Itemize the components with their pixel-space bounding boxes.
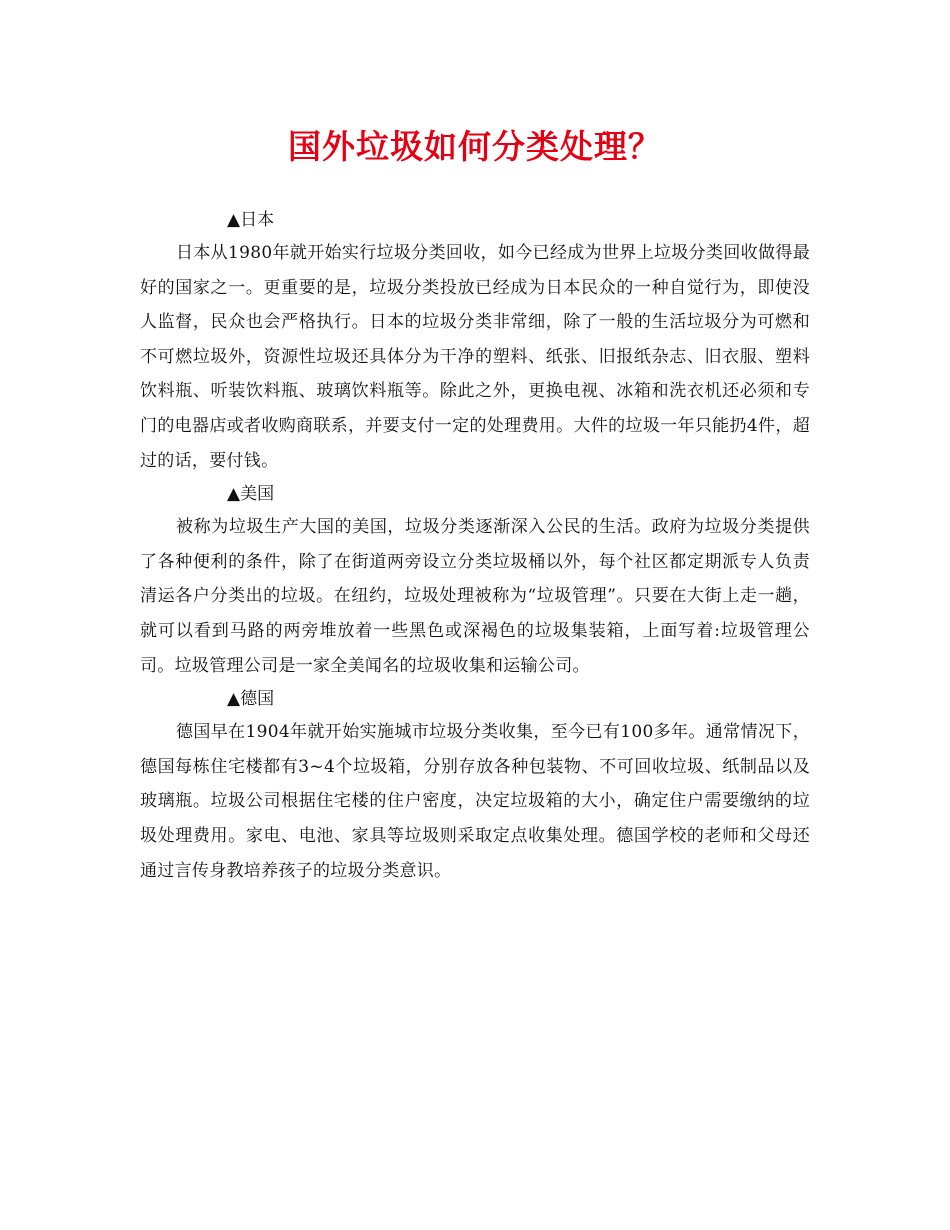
section-heading-usa: ▲美国 [227,484,275,505]
document-title: 国外垃圾如何分类处理？ [288,127,662,166]
section-heading-germany: ▲德国 [227,689,275,710]
section-heading-japan: ▲日本 [227,210,275,230]
section-usa [140,478,810,683]
document-body [140,204,810,888]
section-japan [140,204,810,478]
section-germany [140,683,810,888]
section-paragraph-germany: 德国早在1904年就开始实施城市垃圾分类收集，至今已有100多年。通常情况下，德国每栋住宅楼都有3~4个垃圾箱，分别存放各种包装物、不可回收垃圾、纸制品以及玻璃瓶。垃圾公司根据住宅楼的住户密度，决定垃圾箱的大小，确定住户需要缴纳的垃圾处理费用。家电、电池、家具等垃圾则采取定点收集处理。德国学校的老师和父母还通过言传身教培养孩子的垃圾分类意识。 [140,722,810,881]
section-paragraph-japan: 日本从1980年就开始实行垃圾分类回收，如今已经成为世界上垃圾分类回收做得最好的国家之一。更重要的是，垃圾分类投放已经成为日本民众的一种自觉行为，即使没人监督，民众也会严格执行。日本的垃圾分类非常细，除了一般的生活垃圾分为可燃和不可燃垃圾外，资源性垃圾还具体分为干净的塑料、纸张、旧报纸杂志、旧衣服、塑料饮料瓶、听装饮料瓶、玻璃饮料瓶等。除此之外，更换电视、冰箱和洗衣机还必须和专门的电器店或者收购商联系，并要支付一定的处理费用。大件的垃圾一年只能扔4件，超过的话，要付钱。 [140,243,810,471]
section-paragraph-usa: 被称为垃圾生产大国的美国，垃圾分类逐渐深入公民的生活。政府为垃圾分类提供了各种便利的条件，除了在街道两旁设立分类垃圾桶以外，每个社区都定期派专人负责清运各户分类出的垃圾。在纽约，垃圾处理被称为“垃圾管理”。只要在大街上走一趟，就可以看到马路的两旁堆放着一些黑色或深褐色的垃圾集装箱，上面写着:垃圾管理公司。垃圾管理公司是一家全美闻名的垃圾收集和运输公司。 [140,517,810,676]
